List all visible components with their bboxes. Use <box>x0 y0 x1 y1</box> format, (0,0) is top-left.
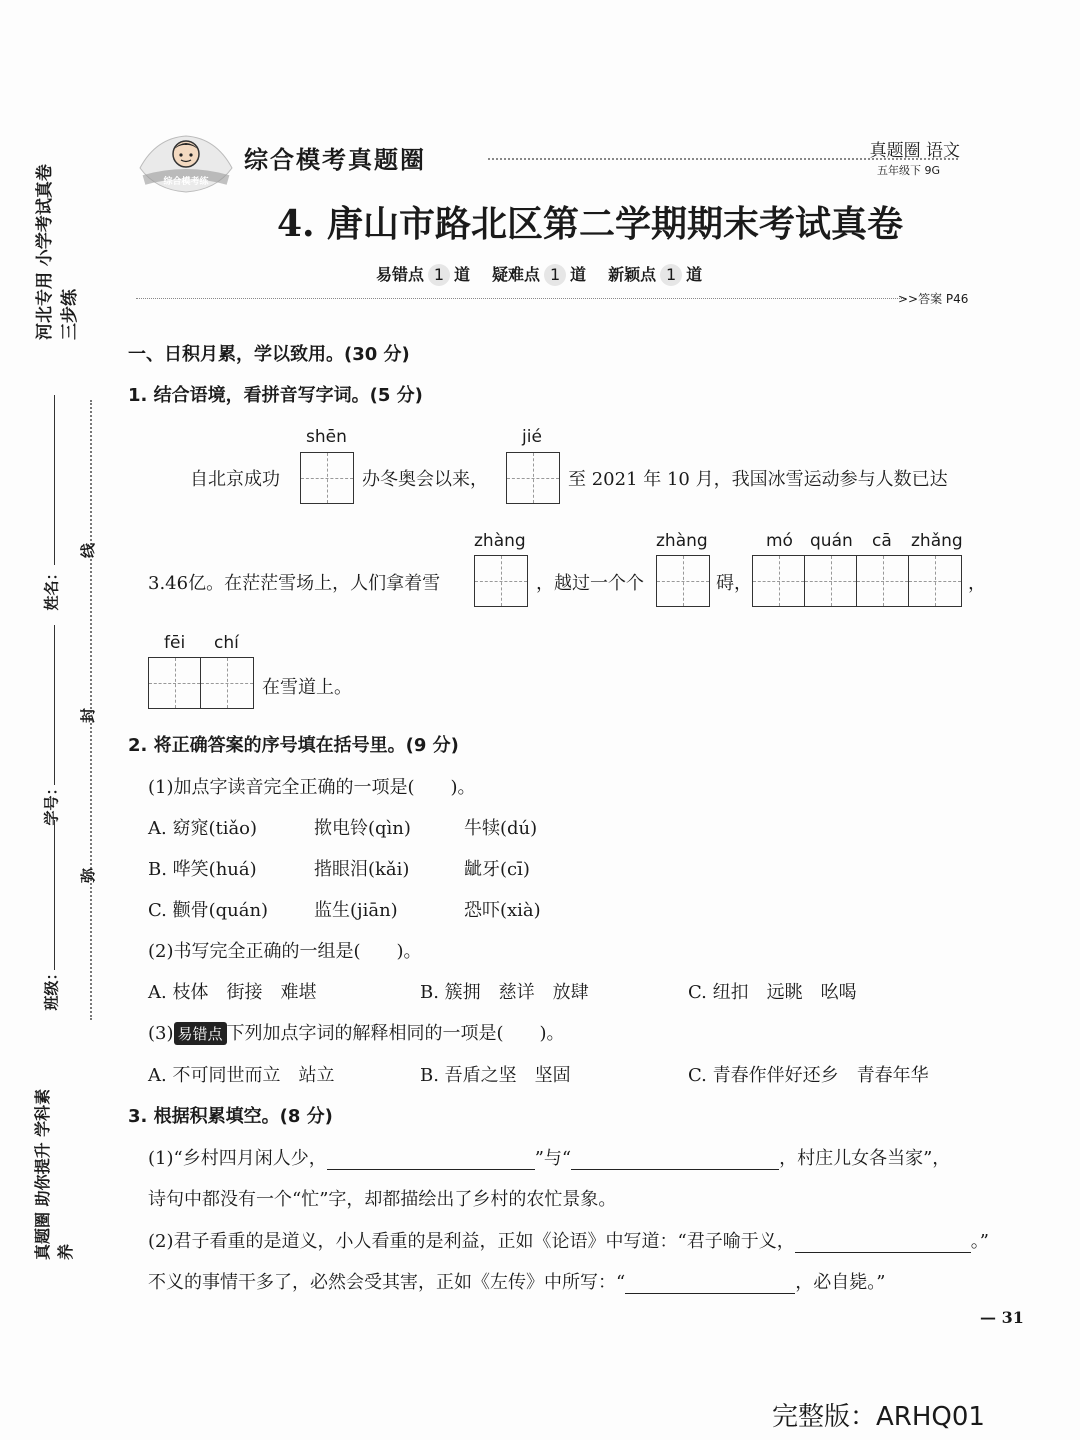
q1-title: 1. 结合语境，看拼音写字词。(5 分) <box>128 385 423 406</box>
q2-option-a3: 牛犊(dú) <box>464 818 538 839</box>
q2-option-c3: 恐吓(xià) <box>464 900 541 921</box>
name-underline[interactable] <box>54 395 55 565</box>
q2-sub2: (2)书写完全正确的一组是( )。 <box>148 941 422 962</box>
stat-difficult: 疑难点 1 道 <box>492 265 587 284</box>
subject-label: 真题圈 语文 <box>869 141 960 161</box>
q2-option-a2: 揿电铃(qìn) <box>314 818 411 839</box>
pinyin-zhang-3: zhǎng <box>911 531 963 551</box>
name-field[interactable] <box>36 565 66 611</box>
q1-text-2c: 碍， <box>716 573 752 594</box>
answer-grid-jie[interactable] <box>506 452 560 504</box>
q1-text-2b: ，越过一个个 <box>536 573 644 594</box>
sidebar-bottom-brand <box>30 1085 90 1260</box>
q2-sub2-option-c: C. 纽扣 远眺 吆喝 <box>688 982 857 1003</box>
pinyin-mo: mó <box>766 531 793 551</box>
series-label: 综合模考真题圈 <box>244 146 426 174</box>
cut-mark-3: 弥 <box>79 867 98 884</box>
q2-sub3-option-b: B. 吾盾之坚 坚固 <box>420 1065 571 1086</box>
section-heading: 一、日积月累，学以致用。(30 分) <box>128 344 410 365</box>
q2-option-c2: 监生(jiān) <box>314 900 398 921</box>
pinyin-fei: fēi <box>164 633 186 653</box>
q1-text-2a: 3.46亿。在茫茫雪场上，人们拿着雪 <box>148 573 441 594</box>
student-id-underline[interactable] <box>54 625 55 785</box>
q2-sub3: (3) 易错点 下列加点字词的解释相同的一项是( )。 <box>148 1023 565 1044</box>
q2-sub2-option-b: B. 簇拥 慈详 放肆 <box>420 982 589 1003</box>
answer-grid-fei-chi[interactable] <box>148 657 254 709</box>
q3-line-3: (2)君子看重的是道义，小人看重的是利益，正如《论语》中写道：“君子喻于义， 。” <box>148 1231 989 1252</box>
q1-text-1a: 自北京成功 <box>190 469 280 490</box>
watermark-text: 完整版：ARHQ01 <box>772 1402 985 1432</box>
student-id-label: 学号： <box>42 780 61 826</box>
sidebar-brand-text: 河北专用 小学考试真卷 三步练 <box>35 164 80 340</box>
cut-mark-2: 封 <box>79 707 98 724</box>
q2-sub1: (1)加点字读音完全正确的一项是( )。 <box>148 777 476 798</box>
q2-option-b1: B. 哗笑(huá) <box>148 859 257 880</box>
error-prone-tag: 易错点 <box>174 1022 227 1045</box>
mascot-logo <box>136 128 236 198</box>
pinyin-ca: cā <box>872 531 892 551</box>
pinyin-zhang-1: zhàng <box>474 531 526 551</box>
cut-mark-1: 线 <box>79 542 98 559</box>
class-label: 班级： <box>42 965 61 1011</box>
sidebar-brand <box>30 160 90 340</box>
pinyin-zhang-2: zhàng <box>656 531 708 551</box>
q2-sub2-option-a: A. 枝体 街接 难堪 <box>148 982 317 1003</box>
answer-divider <box>136 298 906 299</box>
q2-sub3-option-c: C. 青春作伴好还乡 青春年华 <box>688 1065 929 1086</box>
stat-error-prone: 易错点 1 道 <box>376 265 471 284</box>
q3-title: 3. 根据积累填空。(8 分) <box>128 1106 333 1127</box>
q1-text-1c: 至 2021 年 10 月，我国冰雪运动参与人数已达 <box>568 469 948 490</box>
q2-option-c1: C. 颧骨(quán) <box>148 900 269 921</box>
page-number: — 31 <box>980 1308 1024 1327</box>
pinyin-jie: jié <box>522 427 542 447</box>
mascot-text: 综合模考练 <box>163 177 209 187</box>
page-title: 4. 唐山市路北区第二学期期末考试真卷 <box>276 203 904 245</box>
q1-text-3: 在雪道上。 <box>262 677 352 698</box>
answer-grid-shen[interactable] <box>300 452 354 504</box>
pinyin-quan: quán <box>810 531 853 551</box>
q2-option-a1: A. 窈窕(tiǎo) <box>148 818 258 839</box>
class-underline[interactable] <box>54 820 55 970</box>
name-label: 姓名： <box>42 565 61 611</box>
q2-option-b3: 龇牙(cī) <box>464 859 530 880</box>
q2-sub3-option-a: A. 不可同世而立 站立 <box>148 1065 335 1086</box>
pinyin-shen: shēn <box>306 427 347 447</box>
q3-blank-4[interactable] <box>625 1276 795 1294</box>
sidebar-bottom-text: 真题圈 助你提升 学科素养 <box>33 1088 75 1260</box>
q3-blank-1[interactable] <box>327 1152 535 1170</box>
student-id-field[interactable] <box>36 780 66 826</box>
q2-title: 2. 将正确答案的序号填在括号里。(9 分) <box>128 735 459 756</box>
difficulty-stats <box>376 262 702 286</box>
stat-novel: 新颖点 1 道 <box>608 265 703 284</box>
pinyin-chi: chí <box>214 633 239 653</box>
answer-grid-zhang-1[interactable] <box>474 555 528 607</box>
q3-line-2: 诗句中都没有一个“忙”字，却都描绘出了乡村的农忙景象。 <box>148 1189 617 1210</box>
q3-line-4: 不义的事情干多了，必然会受其害，正如《左传》中所写：“ ，必自毙。” <box>148 1272 886 1293</box>
q3-line-1: (1)“乡村四月闲人少， ”与“ ，村庄儿女各当家”， <box>148 1148 951 1169</box>
q3-blank-2[interactable] <box>571 1152 779 1170</box>
q1-text-1b: 办冬奥会以来， <box>362 469 488 490</box>
answer-grid-zhang-2[interactable] <box>656 555 710 607</box>
q3-blank-3[interactable] <box>795 1235 971 1253</box>
q2-option-b2: 揩眼泪(kǎi) <box>314 859 410 880</box>
answer-grid-mo-quan-ca-zhang[interactable] <box>752 555 962 607</box>
grade-label: 五年级下 9G <box>876 164 940 177</box>
answer-reference: >>答案 P46 <box>898 292 969 306</box>
q1-text-2d: ， <box>968 573 986 594</box>
class-field[interactable] <box>36 965 66 1011</box>
